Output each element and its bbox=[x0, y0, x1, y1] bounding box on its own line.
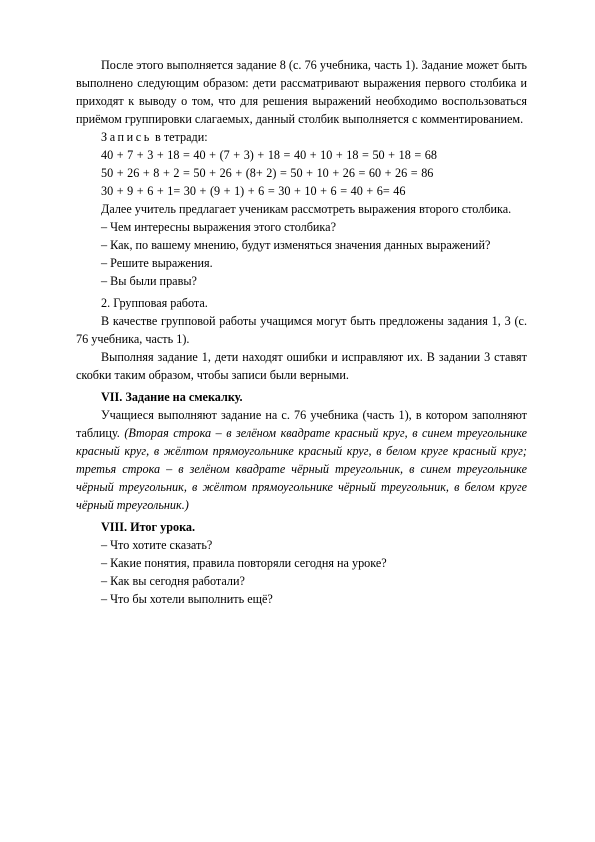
question-line: – Как, по вашему мнению, будут изменяться значения данных выражений? bbox=[101, 238, 491, 252]
record-suffix: в тетради: bbox=[151, 130, 208, 144]
question-line: – Решите выражения. bbox=[101, 256, 213, 270]
document-page bbox=[76, 56, 527, 608]
paragraph-task-8: После этого выполняется задание 8 (с. 76 учебника, часть 1). Задание может быть выполнено следующим образом: дети рассматривают выражения первого столбика и приходят к выводу о том, что для решения выражений необходимо воспользоваться приёмом группировки слагаемых, данный столбик выполняется с комментированием. bbox=[76, 58, 527, 126]
group-work-heading: 2. Групповая работа. bbox=[101, 296, 208, 310]
summary-question: – Что бы хотели выполнить ещё? bbox=[101, 592, 273, 606]
logic-task-text: Учащиеся выполняют задание на с. 76 учебника (часть 1), в котором заполняют таблицу. bbox=[76, 408, 527, 440]
section-7-heading: VII. Задание на смекалку. bbox=[101, 390, 243, 404]
summary-question: – Что хотите сказать? bbox=[101, 538, 213, 552]
record-label: Запись bbox=[101, 130, 152, 144]
paragraph-group-work: В качестве групповой работы учащимся могут быть предложены задания 1, 3 (с. 76 учебника, часть 1). bbox=[76, 314, 527, 346]
logic-task-answer: (Вторая строка – в зелёном квадрате красный круг, в синем треугольнике красный круг, в жёлтом прямоугольнике красный круг, в белом круге красный круг; третья строка – в зелёном квадрате чёрный треугольник, в синем треугольнике чёрный треугольник, в жёлтом прямоугольнике чёрный треугольник, в белом круге чёрный треугольник.) bbox=[76, 426, 528, 512]
formula-line-2: 50 + 26 + 8 + 2 = 50 + 26 + (8+ 2) = 50 + 10 + 26 = 60 + 26 = 86 bbox=[101, 166, 434, 180]
record-line bbox=[76, 128, 527, 146]
summary-question: – Какие понятия, правила повторяли сегодня на уроке? bbox=[101, 556, 387, 570]
paragraph-second-column: Далее учитель предлагает ученикам рассмотреть выражения второго столбика. bbox=[101, 202, 512, 216]
formula-line-3: 30 + 9 + 6 + 1= 30 + (9 + 1) + 6 = 30 + 10 + 6 = 40 + 6= 46 bbox=[101, 184, 406, 198]
paragraph-task-1-3: Выполняя задание 1, дети находят ошибки и исправляют их. В задании 3 ставят скобки таким образом, чтобы записи были верными. bbox=[76, 350, 527, 382]
question-line: – Вы были правы? bbox=[101, 274, 197, 288]
formula-line-1: 40 + 7 + 3 + 18 = 40 + (7 + 3) + 18 = 40 + 10 + 18 = 50 + 18 = 68 bbox=[101, 148, 437, 162]
question-line: – Чем интересны выражения этого столбика? bbox=[101, 220, 336, 234]
paragraph-logic-task bbox=[76, 406, 527, 514]
section-8-heading: VIII. Итог урока. bbox=[101, 520, 196, 534]
summary-question: – Как вы сегодня работали? bbox=[101, 574, 245, 588]
